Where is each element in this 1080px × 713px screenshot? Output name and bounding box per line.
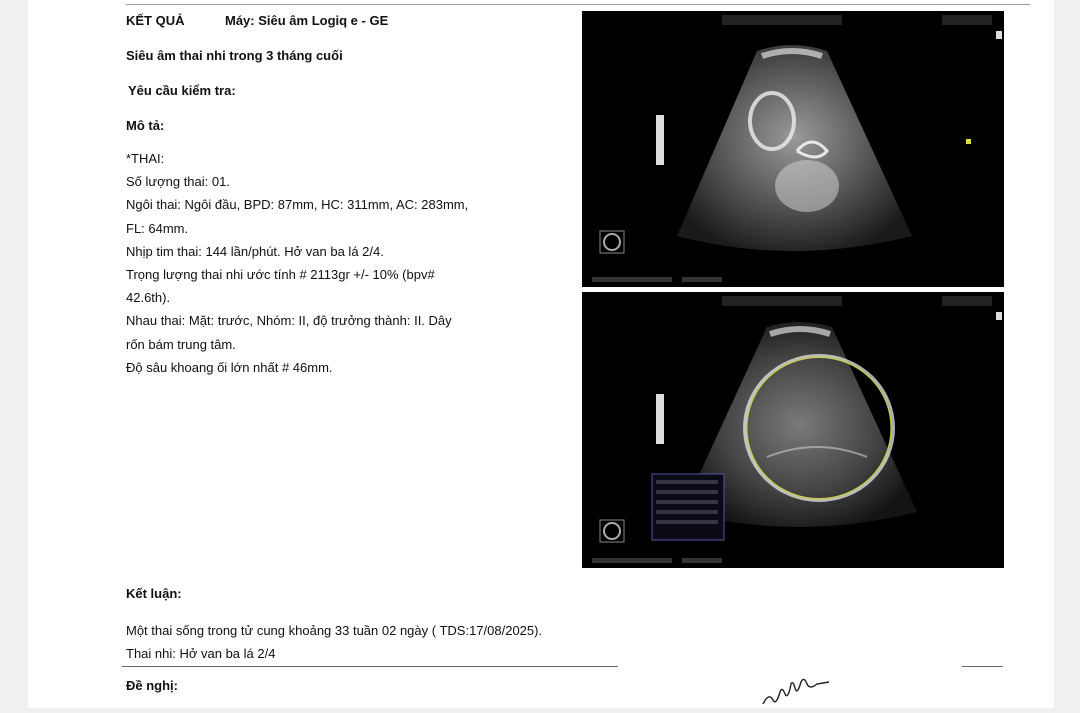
conclusion-divider [122,666,618,667]
description-label: Mô tả: [126,118,165,133]
machine-label: Máy: Siêu âm Logiq e - GE [225,13,389,28]
description-text [126,147,476,379]
description-line: Số lượng thai: 01. [126,174,230,190]
ultrasound-image-1 [582,11,1004,287]
description-line: rốn bám trung tâm. [126,336,236,352]
description-line: 42.6th). [126,290,171,306]
description-line: Nhau thai: Mặt: trước, Nhóm: II, độ trưởng thành: II. Dây [126,313,452,329]
conclusion-label: Kết luận: [126,586,182,601]
handwritten-signature-icon [758,668,848,713]
top-divider [126,4,1030,5]
recommendation-label: Đề nghị: [126,678,178,693]
signature-divider [962,666,1003,667]
exam-title: Siêu âm thai nhi trong 3 tháng cuối [126,48,343,63]
result-label: KẾT QUẢ [126,13,185,28]
description-line: Ngôi thai: Ngôi đầu, BPD: 87mm, HC: 311mm, AC: 283mm, [126,197,469,213]
conclusion-line: Một thai sống trong tử cung khoảng 33 tuần 02 ngày ( TDS:17/08/2025). [126,623,543,638]
description-line: FL: 64mm. [126,220,189,236]
description-line: Nhịp tim thai: 144 lần/phút. Hở van ba lá 2/4. [126,243,384,259]
report-page [28,0,1054,708]
description-line: Trọng lượng thai nhi ước tính # 2113gr +/- 10% (bpv# [126,267,435,283]
description-line: Độ sâu khoang ối lớn nhất # 46mm. [126,359,333,375]
description-line: *THAI: [126,151,165,166]
ultrasound-image-2 [582,292,1004,568]
request-label: Yêu cầu kiểm tra: [128,83,236,98]
conclusion-line: Thai nhi: Hở van ba lá 2/4 [126,646,276,661]
